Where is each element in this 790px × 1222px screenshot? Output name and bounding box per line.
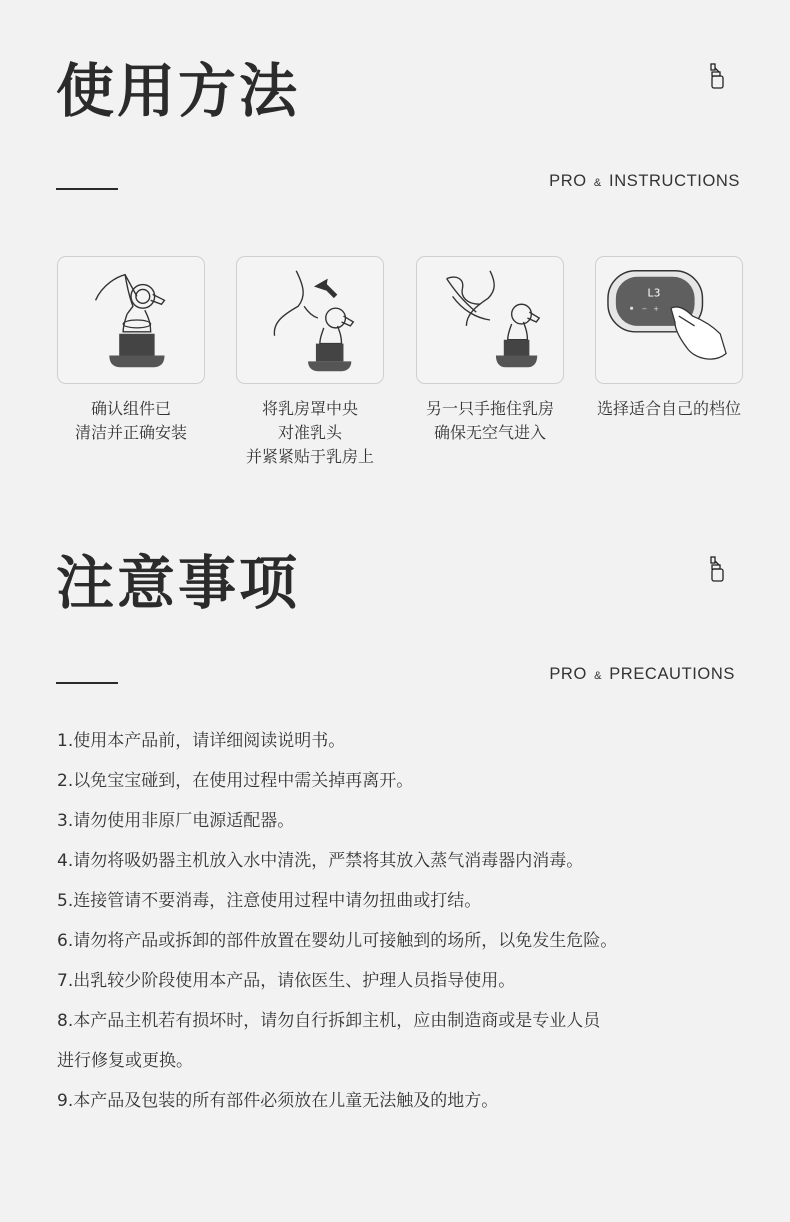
- panel-display: L3: [647, 286, 661, 300]
- precautions-subtitle: [549, 665, 735, 684]
- usage-subtitle: [549, 172, 740, 191]
- usage-title: 使用方法: [56, 57, 301, 125]
- precaution-item-1: 1.使用本产品前，请详细阅读说明书。: [57, 731, 346, 751]
- step-caption-3: [400, 397, 580, 445]
- step-caption-4-line-1: 选择适合自己的档位: [596, 399, 741, 418]
- precaution-item-2: 2.以免宝宝碰到，在使用过程中需关掉再离开。: [57, 771, 414, 791]
- step-caption-1: [41, 397, 221, 445]
- precaution-item-9: 9.本产品及包装的所有部件必须放在儿童无法触及的地方。: [57, 1091, 499, 1111]
- step-card-2: [236, 256, 384, 384]
- usage-subtitle-pro: PRO: [549, 172, 587, 190]
- precautions-title: 注意事项: [56, 549, 301, 617]
- step-caption-3-line-1: 另一只手拖住乳房: [425, 399, 554, 418]
- control-panel-icon: [596, 257, 742, 383]
- step-card-1: [57, 256, 205, 384]
- hand-support-icon: [417, 257, 563, 383]
- usage-subtitle-instructions: INSTRUCTIONS: [609, 172, 740, 190]
- precaution-item-8-cont: 进行修复或更换。: [57, 1051, 193, 1071]
- step-caption-4: [579, 397, 759, 421]
- step-card-4: [595, 256, 743, 384]
- svg-text:+: +: [653, 305, 660, 314]
- step-caption-2-line-2: 对准乳头: [277, 423, 342, 442]
- step-caption-2-line-1: 将乳房罩中央: [261, 399, 358, 418]
- precaution-item-5: 5.连接管请不要消毒，注意使用过程中请勿扭曲或打结。: [57, 891, 482, 911]
- precautions-subtitle-precautions: PRECAUTIONS: [609, 665, 735, 683]
- precautions-subtitle-amp: &: [594, 670, 603, 682]
- step-card-3: [416, 256, 564, 384]
- step-caption-2-line-3: 并紧紧贴于乳房上: [245, 447, 374, 466]
- bottle-icon-2: [709, 555, 727, 583]
- usage-subtitle-amp: &: [593, 177, 602, 189]
- precaution-item-4: 4.请勿将吸奶器主机放入水中清洗，严禁将其放入蒸气消毒器内消毒。: [57, 851, 584, 871]
- step-caption-2: [220, 397, 400, 469]
- bottle-icon: [709, 62, 727, 90]
- step-caption-1-line-1: 确认组件已: [90, 399, 171, 418]
- svg-text:−: −: [641, 305, 648, 314]
- usage-title-rule: [56, 188, 118, 190]
- precautions-title-rule: [56, 682, 118, 684]
- precautions-subtitle-pro: PRO: [549, 665, 587, 683]
- precaution-item-6: 6.请勿将产品或拆卸的部件放置在婴幼儿可接触到的场所，以免发生危险。: [57, 931, 618, 951]
- precaution-item-7: 7.出乳较少阶段使用本产品，请依医生、护理人员指导使用。: [57, 971, 516, 991]
- breast-pump-icon: [58, 257, 204, 383]
- pump-on-breast-icon: [237, 257, 383, 383]
- step-caption-3-line-2: 确保无空气进入: [433, 423, 546, 442]
- step-caption-1-line-2: 清洁并正确安装: [74, 423, 187, 442]
- precaution-item-3: 3.请勿使用非原厂电源适配器。: [57, 811, 295, 831]
- precaution-item-8: 8.本产品主机若有损坏时，请勿自行拆卸主机，应由制造商或是专业人员: [57, 1011, 601, 1031]
